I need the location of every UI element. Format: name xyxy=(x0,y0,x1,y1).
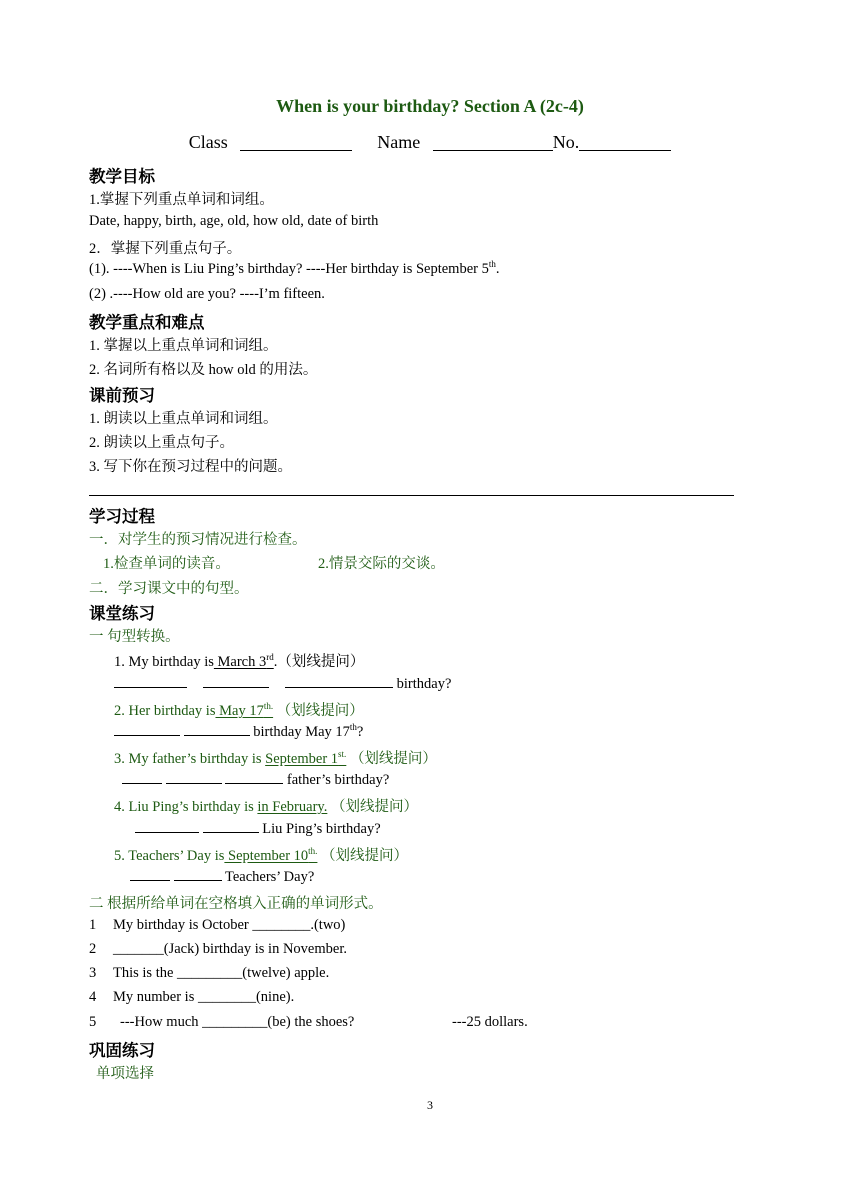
transform-question-4 xyxy=(114,795,418,816)
fill-item-number: 1 xyxy=(89,917,97,933)
fill-item-3 xyxy=(89,965,330,982)
process-line-1: 一．对学生的预习情况进行检查。 xyxy=(89,532,307,548)
process-line-2b: 2.情景交际的交谈。 xyxy=(318,556,445,572)
answer-blank[interactable] xyxy=(225,771,283,784)
answer-4-text: Liu Ping’s birthday? xyxy=(262,821,381,837)
answer-blank[interactable] xyxy=(174,868,222,881)
section-heading-key-points: 教学重点和难点 xyxy=(89,313,205,332)
objective-line-5: (2) .----How old are you? ----I’m fifteen. xyxy=(89,286,325,302)
sentence-1-end: . xyxy=(495,261,500,277)
q2-underlined xyxy=(215,703,273,719)
q5-sup: th. xyxy=(308,846,318,857)
consolidation-line-1: 单项选择 xyxy=(96,1066,154,1082)
section-heading-preview: 课前预习 xyxy=(89,386,155,405)
answer-3-text: father’s birthday? xyxy=(286,772,390,788)
q1-underlined xyxy=(214,654,274,670)
name-blank[interactable] xyxy=(433,134,553,151)
page-title: When is your birthday? Section A (2c-4) xyxy=(276,96,584,116)
answer-blank[interactable] xyxy=(166,771,222,784)
transform-question-3 xyxy=(114,747,437,768)
q3-sup: st. xyxy=(338,749,347,760)
q2-sup: th. xyxy=(263,701,274,712)
q2-underlined-text: May 17 xyxy=(215,703,264,719)
q5-underlined xyxy=(224,848,317,864)
fill-item-text: _______(Jack) birthday is in November. xyxy=(113,941,347,957)
class-blank[interactable] xyxy=(240,134,352,151)
q4-suffix: （划线提问） xyxy=(327,799,418,815)
q5-suffix: （划线提问） xyxy=(317,848,409,864)
fill-item-5 xyxy=(89,1014,528,1031)
q1-underlined-text: March 3 xyxy=(213,654,267,670)
q4-underlined-text: in February. xyxy=(257,799,328,815)
question-write-line[interactable] xyxy=(89,495,734,496)
section-heading-class-practice: 课堂练习 xyxy=(89,604,155,623)
name-label: Name xyxy=(377,132,421,152)
class-name-number-line xyxy=(0,132,860,153)
answer-blank[interactable] xyxy=(203,675,269,688)
answer-line-3 xyxy=(122,771,389,789)
answer-blank[interactable] xyxy=(285,675,393,688)
section-heading-learning-process: 学习过程 xyxy=(89,507,155,526)
key-point-line-2: 2. 名词所有格以及 how old 的用法。 xyxy=(89,362,318,378)
answer-line-4 xyxy=(135,820,381,838)
no-blank[interactable] xyxy=(579,134,671,151)
fill-item-text: ---How much _________(be) the shoes? xyxy=(120,1014,355,1030)
answer-1-text: birthday? xyxy=(396,676,452,692)
answer-line-5 xyxy=(130,868,314,886)
q4-prefix: 4. Liu Ping’s birthday is xyxy=(114,799,258,815)
section-heading-consolidation: 巩固练习 xyxy=(89,1041,155,1060)
answer-5-text: Teachers’ Day? xyxy=(225,869,315,885)
q3-prefix: 3. My father’s birthday is xyxy=(114,751,266,767)
answer-blank[interactable] xyxy=(135,820,199,833)
transform-question-1 xyxy=(114,650,364,671)
process-line-3: 二．学习课文中的句型。 xyxy=(89,581,249,597)
objective-line-2: Date, happy, birth, age, old, how old, date of birth xyxy=(89,213,379,229)
preview-line-2: 2. 朗读以上重点句子。 xyxy=(89,435,234,451)
q1-suffix: .（划线提问） xyxy=(273,654,365,670)
objective-line-1: 1.掌握下列重点单词和词组。 xyxy=(89,192,274,208)
q1-sup: rd xyxy=(266,652,274,663)
answer-2-end: ? xyxy=(356,724,364,740)
q3-suffix: （划线提问） xyxy=(346,751,437,767)
answer-blank[interactable] xyxy=(130,868,170,881)
answer-blank[interactable] xyxy=(114,675,187,688)
objective-line-4 xyxy=(89,261,500,278)
answer-blank[interactable] xyxy=(114,723,180,736)
fill-item-answer-text: ---25 dollars. xyxy=(452,1014,528,1030)
no-label: No. xyxy=(552,132,580,152)
q3-underlined-text: September 1 xyxy=(265,751,339,767)
section-heading-objectives: 教学目标 xyxy=(89,167,155,186)
fill-item-4 xyxy=(89,989,295,1006)
sentence-1-sup: th xyxy=(488,259,496,270)
page-number: 3 xyxy=(427,1098,433,1112)
answer-2-sup: th xyxy=(349,722,357,733)
fill-item-number: 3 xyxy=(89,965,97,981)
answer-blank[interactable] xyxy=(184,723,250,736)
answer-line-2 xyxy=(114,723,363,741)
practice-intro-2: 二 根据所给单词在空格填入正确的单词形式。 xyxy=(89,896,383,912)
fill-item-text: My number is ________(nine). xyxy=(113,989,295,1005)
fill-item-number: 4 xyxy=(89,989,97,1005)
fill-item-text: This is the _________(twelve) apple. xyxy=(113,965,330,981)
fill-item-1 xyxy=(89,917,346,934)
fill-item-2 xyxy=(89,941,347,958)
objective-line-3: 2．掌握下列重点句子。 xyxy=(89,241,242,257)
q1-prefix: 1. My birthday is xyxy=(114,654,214,670)
fill-item-text: My birthday is October ________.(two) xyxy=(113,917,346,933)
q2-prefix: 2. Her birthday is xyxy=(114,703,216,719)
transform-question-5 xyxy=(114,844,408,865)
answer-blank[interactable] xyxy=(122,771,162,784)
q2-suffix: （划线提问） xyxy=(273,703,364,719)
answer-2-text: birthday May 17 xyxy=(253,724,350,740)
q5-prefix: 5. Teachers’ Day is xyxy=(114,848,225,864)
key-point-line-1: 1. 掌握以上重点单词和词组。 xyxy=(89,338,278,354)
answer-line-1 xyxy=(114,675,451,693)
practice-intro-1: 一 句型转换。 xyxy=(89,629,180,645)
preview-line-3: 3. 写下你在预习过程中的问题。 xyxy=(89,459,292,475)
fill-item-number: 5 xyxy=(89,1014,97,1030)
fill-item-number: 2 xyxy=(89,941,97,957)
q5-underlined-text: September 10 xyxy=(224,848,309,864)
transform-question-2 xyxy=(114,699,364,720)
answer-blank[interactable] xyxy=(203,820,259,833)
process-line-2a: 1.检查单词的读音。 xyxy=(103,556,230,572)
sentence-1-text: (1). ----When is Liu Ping’s birthday? ----Her birthday is September 5 xyxy=(89,261,489,277)
class-label: Class xyxy=(188,132,228,152)
q3-underlined xyxy=(265,751,346,767)
preview-line-1: 1. 朗读以上重点单词和词组。 xyxy=(89,411,278,427)
